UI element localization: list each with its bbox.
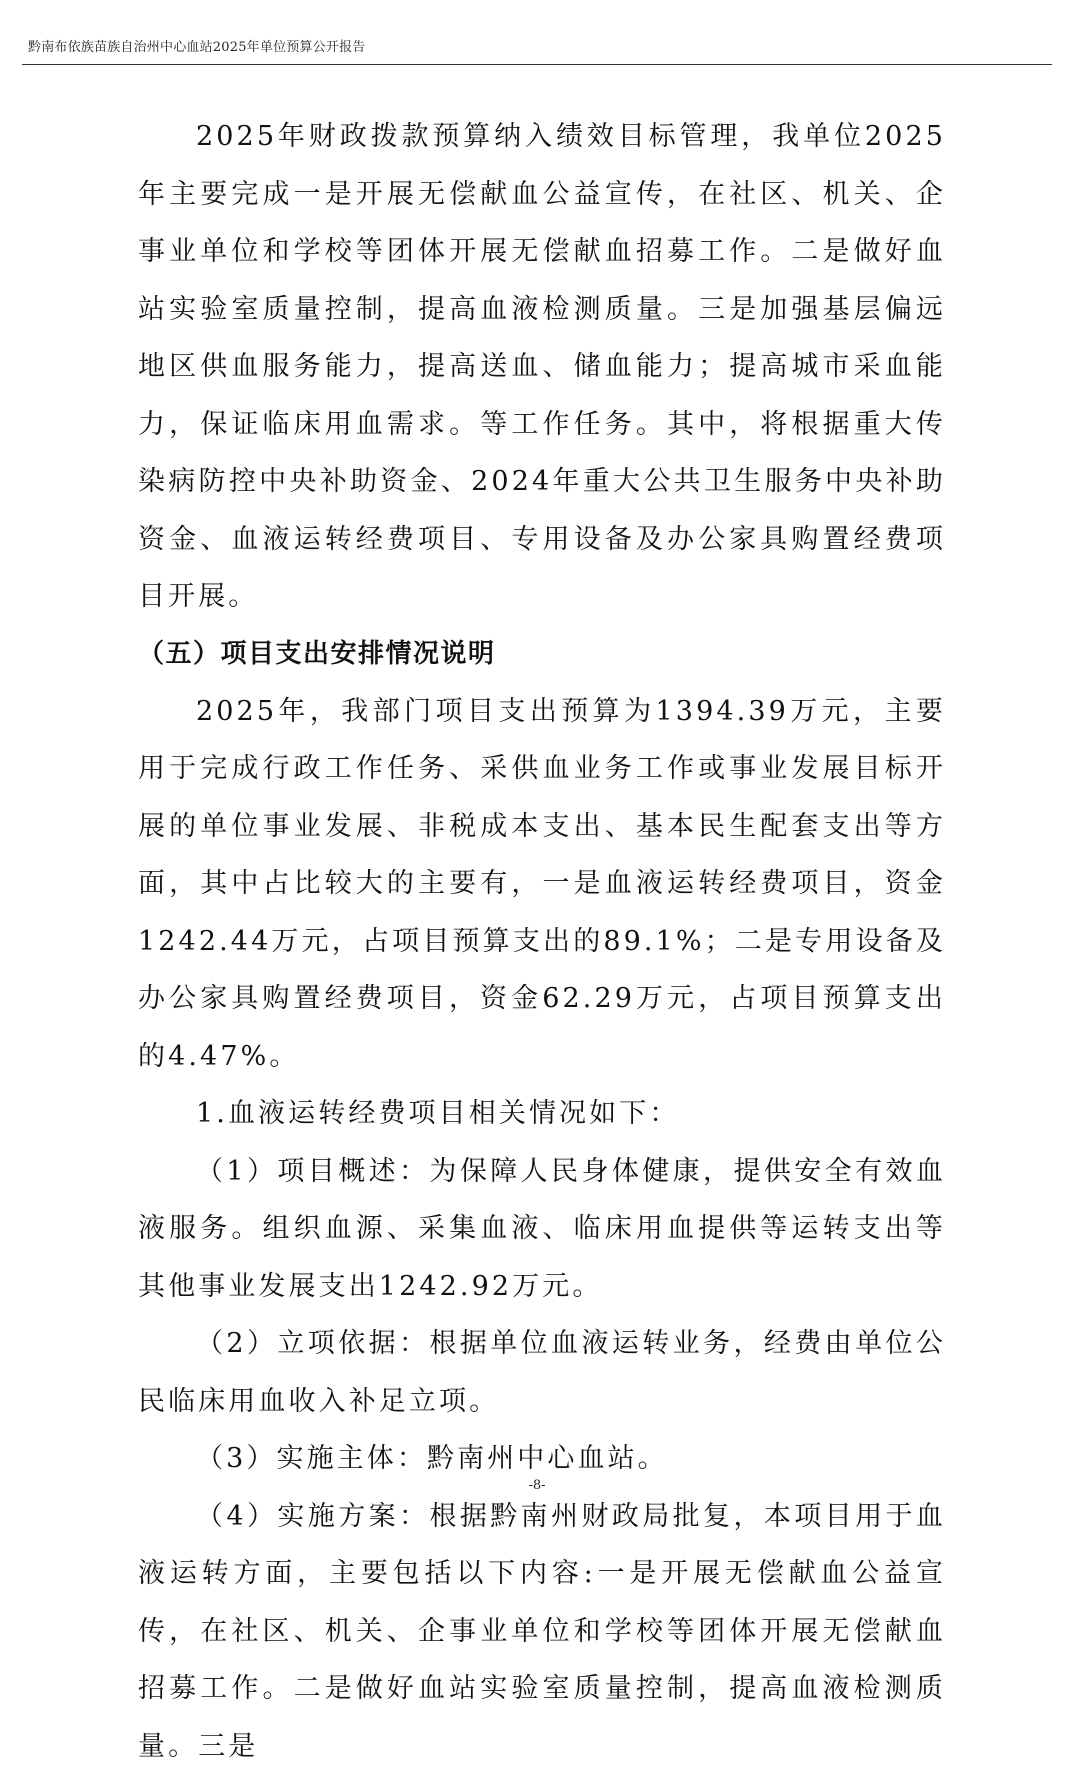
item-implementing-body: （3）实施主体：黔南州中心血站。 (138, 1430, 946, 1488)
subheading-blood-operation-project: 1.血液运转经费项目相关情况如下： (138, 1085, 946, 1143)
item-project-overview: （1）项目概述：为保障人民身体健康，提供安全有效血液服务。组织血源、采集血液、临床用血提供等运转支出等其他事业发展支出1242.92万元。 (138, 1143, 946, 1316)
page-number: -8- (0, 1478, 1074, 1493)
paragraph-project-budget: 2025年，我部门项目支出预算为1394.39万元，主要用于完成行政工作任务、采供血业务工作或事业发展目标开展的单位事业发展、非税成本支出、基本民生配套支出等方面，其中占比较大的主要有，一是血液运转经费项目，资金1242.44万元，占项目预算支出的89.1%；二是专用设备及办公家具购置经费项目，资金62.29万元，占项目预算支出的4.47%。 (138, 683, 946, 1086)
paragraph-performance-goals: 2025年财政拨款预算纳入绩效目标管理，我单位2025年主要完成一是开展无偿献血公益宣传，在社区、机关、企事业单位和学校等团体开展无偿献血招募工作。二是做好血站实验室质量控制，提高血液检测质量。三是加强基层偏远地区供血服务能力，提高送血、储血能力；提高城市采血能力，保证临床用血需求。等工作任务。其中，将根据重大传染病防控中央补助资金、2024年重大公共卫生服务中央补助资金、血液运转经费项目、专用设备及办公家具购置经费项目开展。 (138, 108, 946, 626)
running-header: 黔南布依族苗族自治州中心血站2025年单位预算公开报告 (28, 36, 365, 55)
header-divider (22, 64, 1052, 65)
item-implementation-plan: （4）实施方案：根据黔南州财政局批复，本项目用于血液运转方面，主要包括以下内容:一是开展无偿献血公益宣传，在社区、机关、企事业单位和学校等团体开展无偿献血招募工作。二是做好血站实验室质量控制，提高血液检测质量。三是 (138, 1488, 946, 1775)
item-project-basis: （2）立项依据：根据单位血液运转业务，经费由单位公民临床用血收入补足立项。 (138, 1315, 946, 1430)
section-heading-project-expenditure: （五）项目支出安排情况说明 (138, 626, 946, 683)
document-body (138, 108, 946, 1775)
